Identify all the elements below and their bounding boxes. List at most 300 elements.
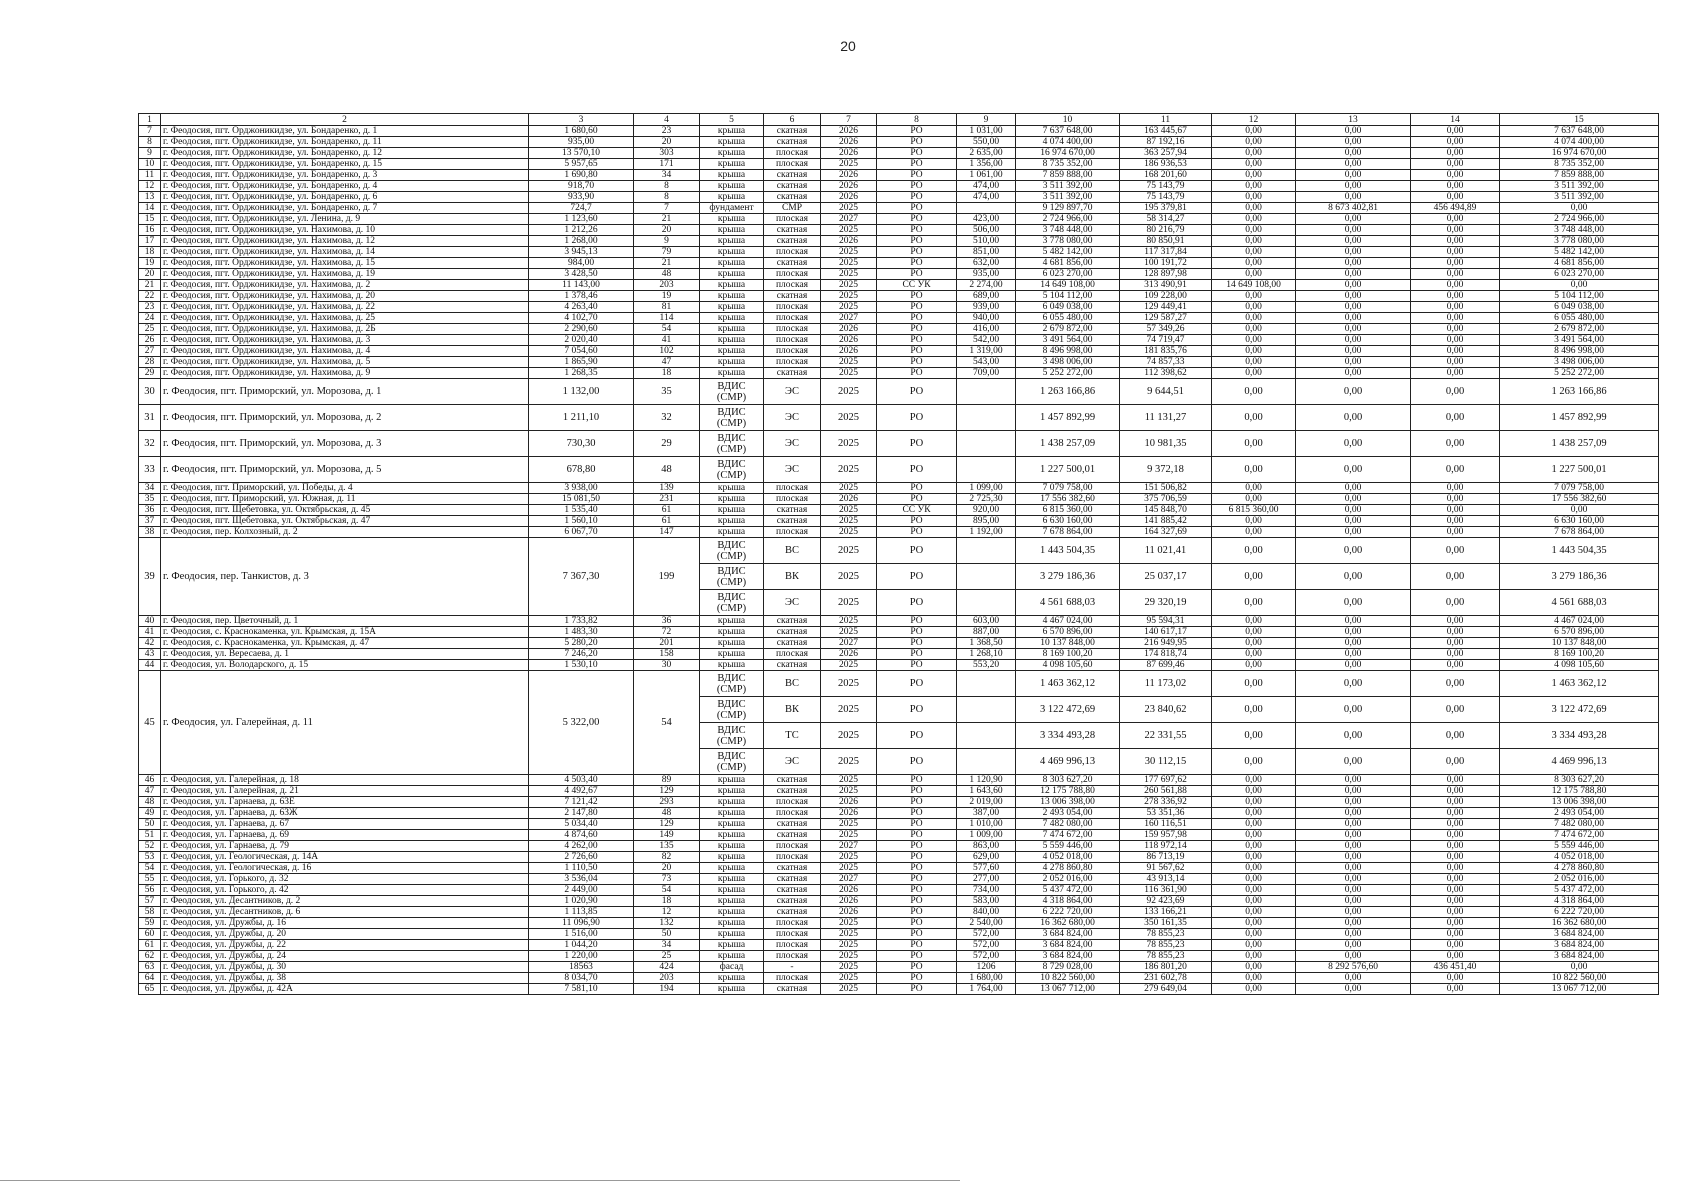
cell-fund-ro: 4 074 400,00: [1500, 137, 1659, 148]
cell-row-number: 49: [139, 808, 161, 819]
cell-element: крыша: [700, 797, 764, 808]
cell-subsidy: 0,00: [1296, 907, 1411, 918]
cell-area: 984,00: [529, 258, 634, 269]
cell-area: 1 865,90: [529, 357, 634, 368]
cell-subsidy: 0,00: [1296, 786, 1411, 797]
cell-total-cost: 5 252 272,00: [1016, 368, 1120, 379]
header-cell-volume: 9: [957, 114, 1016, 126]
cell-fund-uk: 0,00: [1212, 564, 1296, 590]
cell-volume: 1 061,00: [957, 170, 1016, 181]
cell-volume: [957, 671, 1016, 697]
cell-address: г. Феодосия, пер. Колхозный, д. 2: [161, 527, 529, 538]
cell-row-number: 25: [139, 324, 161, 335]
cell-method: РО: [877, 786, 957, 797]
cell-residents: 61: [634, 505, 700, 516]
cell-row-number: 23: [139, 302, 161, 313]
cell-method: РО: [877, 638, 957, 649]
cell-fund-uk: 0,00: [1212, 786, 1296, 797]
table-row: [139, 247, 1659, 258]
cell-fund-ro: 2 724 966,00: [1500, 214, 1659, 225]
table-row: [139, 291, 1659, 302]
table-row: [139, 863, 1659, 874]
cell-cost-per-unit: 231 602,78: [1120, 973, 1212, 984]
cell-fund-uk: 0,00: [1212, 616, 1296, 627]
cell-year: 2025: [821, 616, 877, 627]
cell-owners-share: 0,00: [1411, 723, 1500, 749]
cell-address: г. Феодосия, пгт. Приморский, ул. Морозова, д. 5: [161, 457, 529, 483]
cell-method: РО: [877, 962, 957, 973]
cell-subsidy: 0,00: [1296, 335, 1411, 346]
header-cell-total-cost: 10: [1016, 114, 1120, 126]
header-cell-element: 5: [700, 114, 764, 126]
cell-subsidy: 0,00: [1296, 280, 1411, 291]
cell-owners-share: 0,00: [1411, 181, 1500, 192]
cell-cost-per-unit: 186 801,20: [1120, 962, 1212, 973]
cell-total-cost: 8 169 100,20: [1016, 649, 1120, 660]
cell-owners-share: 0,00: [1411, 247, 1500, 258]
cell-row-number: 62: [139, 951, 161, 962]
cell-method: РО: [877, 516, 957, 527]
cell-fund-ro: 1 227 500,01: [1500, 457, 1659, 483]
cell-fund-uk: 0,00: [1212, 494, 1296, 505]
cell-method: РО: [877, 984, 957, 995]
cell-type: плоская: [764, 841, 821, 852]
cell-residents: 32: [634, 405, 700, 431]
cell-owners-share: 0,00: [1411, 170, 1500, 181]
cell-fund-ro: 13 006 398,00: [1500, 797, 1659, 808]
cell-row-number: 60: [139, 929, 161, 940]
table-row: [139, 192, 1659, 203]
cell-year: 2025: [821, 830, 877, 841]
cell-row-number: 15: [139, 214, 161, 225]
cell-year: 2025: [821, 627, 877, 638]
cell-residents: 54: [634, 885, 700, 896]
cell-fund-uk: 0,00: [1212, 137, 1296, 148]
cell-fund-uk: 0,00: [1212, 236, 1296, 247]
cell-address: г. Феодосия, пгт. Приморский, ул. Победы, д. 4: [161, 483, 529, 494]
cell-address: г. Феодосия, пгт. Орджоникидзе, ул. Бондаренко, д. 6: [161, 192, 529, 203]
cell-cost-per-unit: 181 835,76: [1120, 346, 1212, 357]
cell-volume: 1 099,00: [957, 483, 1016, 494]
cell-subsidy: 0,00: [1296, 863, 1411, 874]
cell-fund-uk: 0,00: [1212, 516, 1296, 527]
cell-address: г. Феодосия, ул. Дружбы, д. 20: [161, 929, 529, 940]
cell-fund-uk: 0,00: [1212, 940, 1296, 951]
cell-volume: 863,00: [957, 841, 1016, 852]
cell-residents: 79: [634, 247, 700, 258]
cell-type: плоская: [764, 973, 821, 984]
header-cell-subsidy: 13: [1296, 114, 1411, 126]
cell-cost-per-unit: 313 490,91: [1120, 280, 1212, 291]
cell-year: 2026: [821, 126, 877, 137]
cell-type: плоская: [764, 797, 821, 808]
cell-year: 2026: [821, 335, 877, 346]
cell-total-cost: 9 129 897,70: [1016, 203, 1120, 214]
cell-type: скатная: [764, 137, 821, 148]
cell-subsidy: 0,00: [1296, 192, 1411, 203]
cell-cost-per-unit: 92 423,69: [1120, 896, 1212, 907]
cell-address: г. Феодосия, пгт. Орджоникидзе, ул. Бондаренко, д. 12: [161, 148, 529, 159]
cell-area: 1 044,20: [529, 940, 634, 951]
cell-method: РО: [877, 649, 957, 660]
cell-type: скатная: [764, 192, 821, 203]
cell-element: крыша: [700, 896, 764, 907]
cell-year: 2026: [821, 192, 877, 203]
cell-year: 2025: [821, 940, 877, 951]
cell-year: 2025: [821, 159, 877, 170]
cell-method: РО: [877, 885, 957, 896]
cell-method: РО: [877, 431, 957, 457]
table-row: [139, 494, 1659, 505]
cell-fund-uk: 0,00: [1212, 907, 1296, 918]
cell-owners-share: 0,00: [1411, 236, 1500, 247]
cell-element: крыша: [700, 940, 764, 951]
cell-total-cost: 5 437 472,00: [1016, 885, 1120, 896]
cell-fund-uk: 0,00: [1212, 247, 1296, 258]
cell-address: г. Феодосия, ул. Геологическая, д. 14А: [161, 852, 529, 863]
cell-type: скатная: [764, 627, 821, 638]
cell-volume: 709,00: [957, 368, 1016, 379]
footer-rule: [0, 1180, 960, 1181]
cell-owners-share: 0,00: [1411, 126, 1500, 137]
cell-method: РО: [877, 929, 957, 940]
cell-type: ВС: [764, 671, 821, 697]
cell-fund-uk: 0,00: [1212, 649, 1296, 660]
cell-residents: 48: [634, 808, 700, 819]
cell-address: г. Феодосия, пгт. Орджоникидзе, ул. Бондаренко, д. 15: [161, 159, 529, 170]
cell-total-cost: 2 052 016,00: [1016, 874, 1120, 885]
cell-owners-share: 436 451,40: [1411, 962, 1500, 973]
cell-fund-ro: 0,00: [1500, 962, 1659, 973]
cell-cost-per-unit: 43 913,14: [1120, 874, 1212, 885]
cell-area: 7 367,30: [529, 538, 634, 616]
cell-year: 2027: [821, 874, 877, 885]
cell-volume: 1206: [957, 962, 1016, 973]
cell-row-number: 59: [139, 918, 161, 929]
cell-fund-uk: 0,00: [1212, 697, 1296, 723]
cell-residents: 102: [634, 346, 700, 357]
cell-fund-ro: 3 511 392,00: [1500, 192, 1659, 203]
cell-residents: 54: [634, 324, 700, 335]
cell-year: 2025: [821, 457, 877, 483]
cell-volume: 423,00: [957, 214, 1016, 225]
cell-subsidy: 0,00: [1296, 797, 1411, 808]
cell-type: плоская: [764, 335, 821, 346]
cell-year: 2026: [821, 808, 877, 819]
cell-total-cost: 4 467 024,00: [1016, 616, 1120, 627]
cell-residents: 41: [634, 335, 700, 346]
cell-type: скатная: [764, 258, 821, 269]
cell-total-cost: 6 815 360,00: [1016, 505, 1120, 516]
cell-total-cost: 6 023 270,00: [1016, 269, 1120, 280]
cell-total-cost: 10 137 848,00: [1016, 638, 1120, 649]
table-row: [139, 431, 1659, 457]
cell-address: г. Феодосия, ул. Десантников, д. 6: [161, 907, 529, 918]
cell-address: г. Феодосия, пгт. Орджоникидзе, ул. Ленина, д. 9: [161, 214, 529, 225]
cell-subsidy: 0,00: [1296, 723, 1411, 749]
cell-volume: 474,00: [957, 192, 1016, 203]
cell-year: 2026: [821, 148, 877, 159]
cell-element: крыша: [700, 907, 764, 918]
cell-year: 2026: [821, 896, 877, 907]
cell-type: ЭС: [764, 749, 821, 775]
cell-fund-uk: 0,00: [1212, 527, 1296, 538]
cell-fund-uk: 0,00: [1212, 148, 1296, 159]
cell-subsidy: 0,00: [1296, 302, 1411, 313]
cell-element: крыша: [700, 236, 764, 247]
cell-total-cost: 3 334 493,28: [1016, 723, 1120, 749]
cell-row-number: 44: [139, 660, 161, 671]
cell-owners-share: 0,00: [1411, 335, 1500, 346]
cell-element: ВДИС (СМР): [700, 671, 764, 697]
cell-volume: 1 120,90: [957, 775, 1016, 786]
cell-cost-per-unit: 10 981,35: [1120, 431, 1212, 457]
cell-element: крыша: [700, 918, 764, 929]
cell-year: 2027: [821, 313, 877, 324]
cell-row-number: 9: [139, 148, 161, 159]
cell-fund-uk: 14 649 108,00: [1212, 280, 1296, 291]
cell-address: г. Феодосия, пгт. Приморский, ул. Морозова, д. 2: [161, 405, 529, 431]
cell-row-number: 11: [139, 170, 161, 181]
cell-owners-share: 0,00: [1411, 907, 1500, 918]
cell-owners-share: 0,00: [1411, 357, 1500, 368]
cell-method: РО: [877, 616, 957, 627]
cell-subsidy: 0,00: [1296, 564, 1411, 590]
cell-owners-share: 0,00: [1411, 660, 1500, 671]
cell-row-number: 50: [139, 819, 161, 830]
cell-area: 2 726,60: [529, 852, 634, 863]
cell-subsidy: 0,00: [1296, 324, 1411, 335]
cell-year: 2025: [821, 405, 877, 431]
cell-address: г. Феодосия, ул. Горького, д. 42: [161, 885, 529, 896]
table-row: [139, 797, 1659, 808]
cell-residents: 18: [634, 896, 700, 907]
cell-year: 2025: [821, 962, 877, 973]
cell-fund-ro: 0,00: [1500, 203, 1659, 214]
cell-area: 2 147,80: [529, 808, 634, 819]
cell-fund-ro: 6 055 480,00: [1500, 313, 1659, 324]
table-row: [139, 951, 1659, 962]
cell-fund-ro: 6 570 896,00: [1500, 627, 1659, 638]
cell-row-number: 43: [139, 649, 161, 660]
header-cell-year: 7: [821, 114, 877, 126]
cell-type: плоская: [764, 494, 821, 505]
cell-method: РО: [877, 918, 957, 929]
cell-total-cost: 13 006 398,00: [1016, 797, 1120, 808]
cell-element: крыша: [700, 841, 764, 852]
header-cell-type: 6: [764, 114, 821, 126]
cell-element: ВДИС (СМР): [700, 723, 764, 749]
cell-type: скатная: [764, 170, 821, 181]
cell-method: РО: [877, 368, 957, 379]
cell-method: РО: [877, 527, 957, 538]
cell-volume: [957, 379, 1016, 405]
cell-total-cost: 10 822 560,00: [1016, 973, 1120, 984]
cell-residents: 18: [634, 368, 700, 379]
cell-address: г. Феодосия, ул. Десантников, д. 2: [161, 896, 529, 907]
cell-year: 2025: [821, 660, 877, 671]
cell-fund-ro: 1 443 504,35: [1500, 538, 1659, 564]
cell-fund-uk: 0,00: [1212, 830, 1296, 841]
cell-total-cost: 6 049 038,00: [1016, 302, 1120, 313]
cell-type: скатная: [764, 786, 821, 797]
table-row: [139, 516, 1659, 527]
cell-subsidy: 0,00: [1296, 638, 1411, 649]
cell-owners-share: 0,00: [1411, 896, 1500, 907]
cell-subsidy: 0,00: [1296, 671, 1411, 697]
cell-volume: 940,00: [957, 313, 1016, 324]
cell-area: 4 263,40: [529, 302, 634, 313]
cell-cost-per-unit: 118 972,14: [1120, 841, 1212, 852]
cell-cost-per-unit: 87 192,16: [1120, 137, 1212, 148]
cell-owners-share: 0,00: [1411, 192, 1500, 203]
cell-fund-uk: 0,00: [1212, 225, 1296, 236]
cell-cost-per-unit: 80 850,91: [1120, 236, 1212, 247]
cell-area: 933,90: [529, 192, 634, 203]
cell-fund-uk: 0,00: [1212, 638, 1296, 649]
cell-area: 1 560,10: [529, 516, 634, 527]
cell-area: 1 110,50: [529, 863, 634, 874]
cell-year: 2025: [821, 368, 877, 379]
cell-owners-share: 0,00: [1411, 564, 1500, 590]
cell-residents: 158: [634, 649, 700, 660]
cell-subsidy: 0,00: [1296, 148, 1411, 159]
cell-element: крыша: [700, 516, 764, 527]
cell-fund-uk: 6 815 360,00: [1212, 505, 1296, 516]
cell-cost-per-unit: 109 228,00: [1120, 291, 1212, 302]
cell-method: РО: [877, 697, 957, 723]
cell-method: РО: [877, 291, 957, 302]
cell-volume: 2 019,00: [957, 797, 1016, 808]
cell-fund-ro: 6 222 720,00: [1500, 907, 1659, 918]
table-row: [139, 962, 1659, 973]
cell-element: ВДИС (СМР): [700, 379, 764, 405]
table-row: [139, 170, 1659, 181]
cell-address: г. Феодосия, пгт. Орджоникидзе, ул. Бондаренко, д. 11: [161, 137, 529, 148]
cell-address: г. Феодосия, пгт. Щебетовка, ул. Октябрьская, д. 45: [161, 505, 529, 516]
cell-cost-per-unit: 30 112,15: [1120, 749, 1212, 775]
cell-total-cost: 2 493 054,00: [1016, 808, 1120, 819]
cell-fund-ro: 7 474 672,00: [1500, 830, 1659, 841]
cell-method: РО: [877, 357, 957, 368]
cell-total-cost: 4 681 856,00: [1016, 258, 1120, 269]
cell-address: г. Феодосия, пгт. Орджоникидзе, ул. Нахимова, д. 25: [161, 313, 529, 324]
cell-cost-per-unit: 160 116,51: [1120, 819, 1212, 830]
cell-type: СМР: [764, 203, 821, 214]
table-row: [139, 368, 1659, 379]
cell-row-number: 41: [139, 627, 161, 638]
cell-method: РО: [877, 313, 957, 324]
table-row: [139, 405, 1659, 431]
cell-year: 2027: [821, 214, 877, 225]
cell-owners-share: 0,00: [1411, 494, 1500, 505]
cell-subsidy: 0,00: [1296, 940, 1411, 951]
cell-address: г. Феодосия, пгт. Приморский, ул. Южная, д. 11: [161, 494, 529, 505]
cell-volume: 1 268,10: [957, 649, 1016, 660]
cell-owners-share: 0,00: [1411, 538, 1500, 564]
cell-type: плоская: [764, 940, 821, 951]
cell-address: г. Феодосия, пгт. Орджоникидзе, ул. Нахимова, д. 12: [161, 236, 529, 247]
table-row: [139, 841, 1659, 852]
cell-type: плоская: [764, 346, 821, 357]
cell-cost-per-unit: 133 166,21: [1120, 907, 1212, 918]
cell-fund-ro: 3 122 472,69: [1500, 697, 1659, 723]
cell-type: ВК: [764, 564, 821, 590]
cell-address: г. Феодосия, с. Краснокаменка, ул. Крымская, д. 47: [161, 638, 529, 649]
cell-total-cost: 6 055 480,00: [1016, 313, 1120, 324]
cell-owners-share: 0,00: [1411, 280, 1500, 291]
cell-fund-uk: 0,00: [1212, 819, 1296, 830]
cell-residents: 25: [634, 951, 700, 962]
cell-owners-share: 0,00: [1411, 302, 1500, 313]
cell-address: г. Феодосия, пер. Цветочный, д. 1: [161, 616, 529, 627]
cell-row-number: 33: [139, 457, 161, 483]
cell-residents: 8: [634, 192, 700, 203]
cell-owners-share: 0,00: [1411, 148, 1500, 159]
cell-fund-ro: 0,00: [1500, 280, 1659, 291]
cell-row-number: 36: [139, 505, 161, 516]
cell-method: РО: [877, 907, 957, 918]
cell-row-number: 27: [139, 346, 161, 357]
cell-total-cost: 4 469 996,13: [1016, 749, 1120, 775]
cell-cost-per-unit: 80 216,79: [1120, 225, 1212, 236]
cell-method: РО: [877, 137, 957, 148]
cell-year: 2025: [821, 357, 877, 368]
table-row: [139, 126, 1659, 137]
cell-cost-per-unit: 363 257,94: [1120, 148, 1212, 159]
cell-fund-ro: 8 303 627,20: [1500, 775, 1659, 786]
cell-cost-per-unit: 74 857,33: [1120, 357, 1212, 368]
cell-volume: 474,00: [957, 181, 1016, 192]
cell-type: скатная: [764, 660, 821, 671]
cell-row-number: 16: [139, 225, 161, 236]
cell-row-number: 22: [139, 291, 161, 302]
cell-residents: 47: [634, 357, 700, 368]
cell-row-number: 54: [139, 863, 161, 874]
cell-type: скатная: [764, 368, 821, 379]
cell-year: 2026: [821, 885, 877, 896]
cell-row-number: 14: [139, 203, 161, 214]
cell-subsidy: 0,00: [1296, 170, 1411, 181]
cell-element: крыша: [700, 984, 764, 995]
cell-address: г. Феодосия, пгт. Орджоникидзе, ул. Бондаренко, д. 7: [161, 203, 529, 214]
cell-residents: 424: [634, 962, 700, 973]
cell-owners-share: 0,00: [1411, 505, 1500, 516]
cell-row-number: 26: [139, 335, 161, 346]
cell-type: скатная: [764, 181, 821, 192]
cell-row-number: 39: [139, 538, 161, 616]
cell-method: СС УК: [877, 505, 957, 516]
cell-cost-per-unit: 140 617,17: [1120, 627, 1212, 638]
cell-total-cost: 7 859 888,00: [1016, 170, 1120, 181]
cell-year: 2026: [821, 649, 877, 660]
cell-element: крыша: [700, 483, 764, 494]
cell-row-number: 30: [139, 379, 161, 405]
cell-total-cost: 16 362 680,00: [1016, 918, 1120, 929]
cell-row-number: 42: [139, 638, 161, 649]
cell-residents: 36: [634, 616, 700, 627]
cell-year: 2026: [821, 137, 877, 148]
cell-fund-uk: 0,00: [1212, 918, 1296, 929]
cell-fund-ro: 16 362 680,00: [1500, 918, 1659, 929]
cell-row-number: 57: [139, 896, 161, 907]
cell-method: СС УК: [877, 280, 957, 291]
cell-residents: 82: [634, 852, 700, 863]
table-row: [139, 984, 1659, 995]
cell-area: 3 945,13: [529, 247, 634, 258]
table-row: [139, 616, 1659, 627]
cell-row-number: 7: [139, 126, 161, 137]
